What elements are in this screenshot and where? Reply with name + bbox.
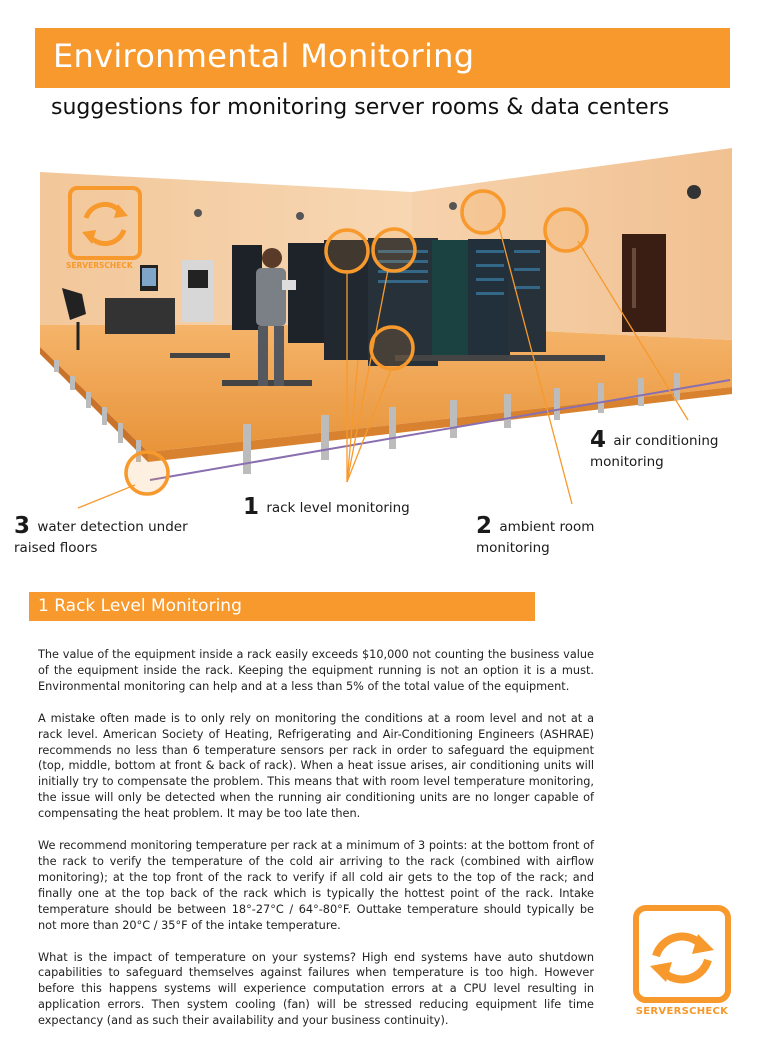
section-title: 1 Rack Level Monitoring (38, 596, 242, 616)
callout-3 (14, 513, 188, 559)
desk (105, 298, 175, 334)
section-header (29, 592, 535, 621)
callout-4-number: 4 (590, 427, 607, 453)
callout-2 (476, 513, 595, 559)
callout-3-label-line2: raised floors (14, 540, 98, 556)
door (622, 234, 666, 332)
refresh-arrows-icon (632, 904, 732, 1004)
callout-1-label: rack level monitoring (266, 500, 410, 516)
callout-1-number: 1 (243, 494, 260, 520)
callout-2-label-line1: ambient room (499, 519, 595, 535)
callout-1 (243, 494, 410, 520)
paragraph: We recommend monitoring temperature per rack at a minimum of 3 points: at the bottom front of the rack to verify the temperature of the cold air arriving to the rack (combined with airflow monitoring); at the top front of the rack to verify if all cold air gets to the top of the rack; and finally one at the top back of the rack which is typically the hottest point of the rack. Intake temperature should be between 18°-27°C / 64°-80°F. Outtake temperature should typically be not more than 20°C / 35°F of the intake temperature. (38, 839, 594, 932)
callout-2-number: 2 (476, 513, 493, 539)
callout-3-label-line1: water detection under (37, 519, 188, 535)
callout-4-label-line2: monitoring (590, 454, 664, 470)
callout-3-number: 3 (14, 513, 31, 539)
section-body (38, 647, 594, 1045)
paragraph: What is the impact of temperature on your systems? High end systems have auto shutdown capabilities to safeguard themselves against failures when temperature is too high. However before this happens systems will experience computation errors at a CPU level resulting in application errors. Then system cooling (fan) will be stressed reducing equipment life time expectancy (and as such their availability and your business continuity). (38, 950, 594, 1028)
paragraph: A mistake often made is to only rely on monitoring the conditions at a room level and not at a rack level. American Society of Heating, Refrigerating and Air-Conditioning Engineers (ASHRAE) recommends no less than 6 temperature sensors per rack in order to safeguard the equipment (top, middle, bottom at front & back of rack). When a heat issue arises, air conditioning units will initially try to compensate the problem. This means that with room level temperature monitoring, the issue will only be detected when the running air conditioning units are no longer capable of compensating the heat problem. It may be too late then. (38, 711, 594, 821)
callout-4-label-line1: air conditioning (613, 433, 719, 449)
page-subtitle: suggestions for monitoring server rooms & data centers (51, 95, 670, 120)
page-title: Environmental Monitoring (53, 37, 475, 75)
wall-logo-text: SERVERSCHECK (66, 261, 133, 270)
title-banner (35, 28, 730, 88)
logo-wordmark: SERVERSCHECK (635, 1006, 729, 1017)
serverscheck-logo (632, 904, 732, 1017)
callout-4 (590, 427, 719, 473)
paragraph: The value of the equipment inside a rack easily exceeds $10,000 not counting the business value of the equipment inside the rack. Keeping the equipment running is not an option it is a must. Environmental monitoring can help and at a less than 5% of the total value of the equipment. (38, 648, 594, 693)
callout-2-label-line2: monitoring (476, 540, 550, 556)
